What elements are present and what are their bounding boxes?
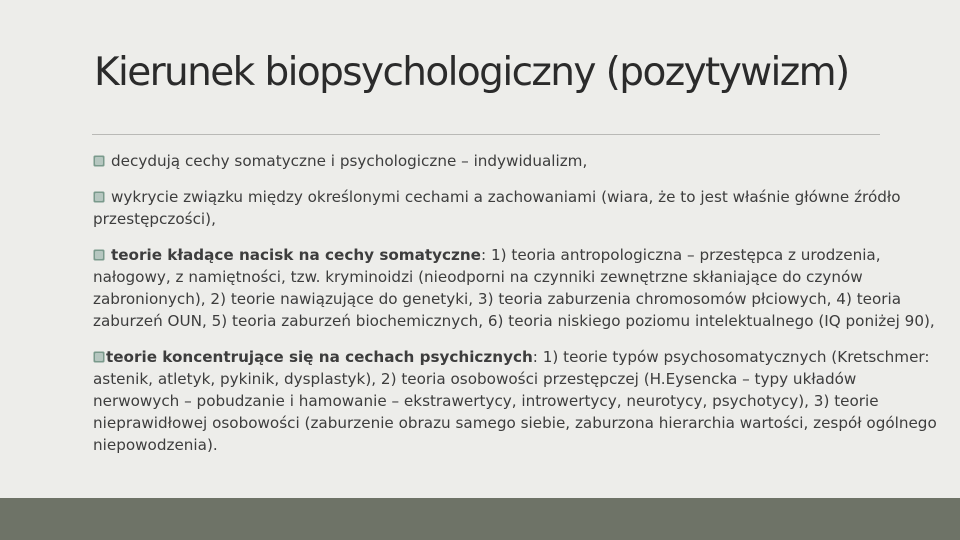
bullet-text: : 1) teoria antropologiczna – przestępca z urodzenia, nałogowy, z namiętności, tzw. kryminoidzi (nieodporni na czynniki zewnętrzne skłaniające do czynów zabronionych), 2) teorie nawiązujące do genetyki, 3) teoria zaburzenia chromosomów płciowych, 4) teoria zaburzeń OUN, 5) teoria zaburzeń biochemicznych, 6) teoria niskiego poziomu intelektualnego (IQ poniżej 90), [93,246,935,330]
bullet-item-1 [93,150,943,172]
square-bullet-icon [93,249,105,261]
bullet-item-2 [93,186,943,230]
slide-title: Kierunek biopsychologiczny (pozytywizm) [94,50,849,95]
title-divider [92,134,880,135]
bullet-item-4 [93,346,943,456]
bullet-text: wykrycie związku między określonymi cechami a zachowaniami (wiara, że to jest właśnie główne źródło przestępczości), [93,188,901,228]
bullet-text: : 1) teorie typów psychosomatycznych (Kretschmer: astenik, atletyk, pykinik, dysplastyk), 2) teoria osobowości przestępczej (H.Eysencka – typy układów nerwowych – pobudzanie i hamowanie – ekstrawertycy, introwertycy, neurotycy, psychotycy), 3) teorie nieprawidłowej osobowości (zaburzenie obrazu samego siebie, zaburzona hierarchia wartości, zespół ogólnego niepowodzenia). [93,348,937,454]
square-bullet-icon [93,351,105,363]
bullet-item-3 [93,244,943,332]
square-bullet-icon [93,155,105,167]
footer-band [0,498,960,540]
bullet-list [93,150,943,470]
bullet-text: decydują cechy somatyczne i psychologiczne – indywidualizm, [111,152,588,170]
bullet-bold: teorie kładące nacisk na cechy somatyczne [111,246,481,264]
square-bullet-icon [93,191,105,203]
bullet-bold: teorie koncentrujące się na cechach psychicznych [106,348,533,366]
